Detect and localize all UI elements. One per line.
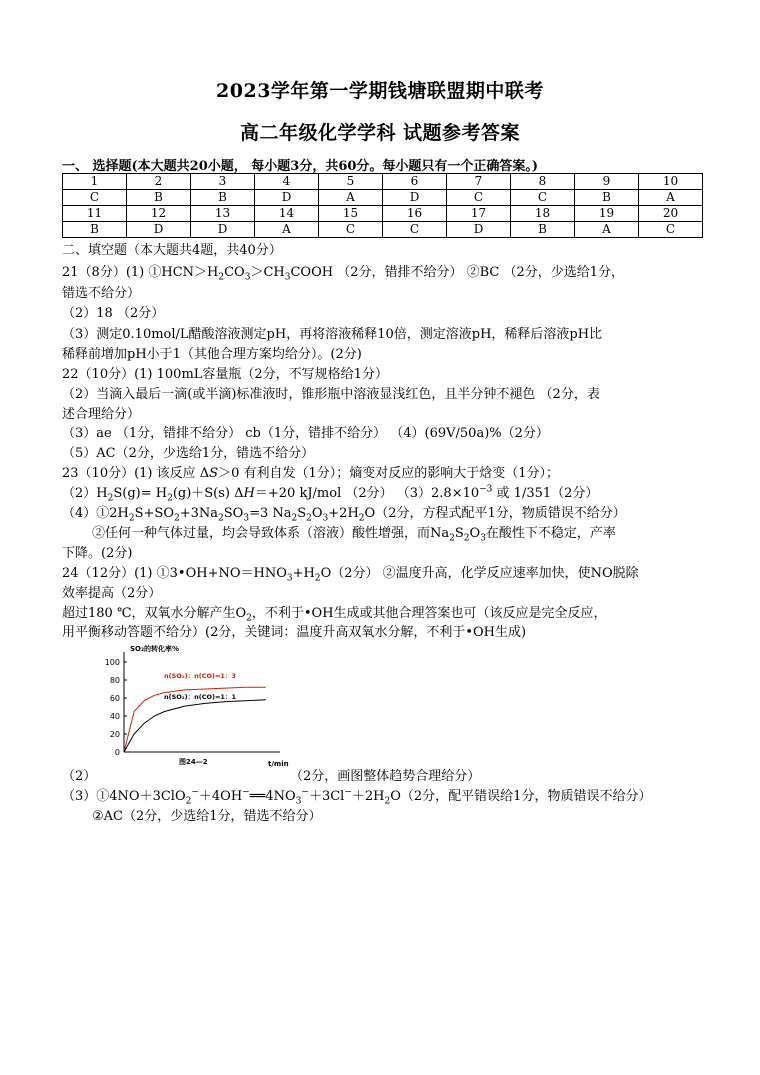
q21-line3: （2）18 （2分） [62,306,165,321]
question-number-cell: 8 [511,174,575,190]
answer-cell: D [383,190,447,206]
question-number-cell: 20 [639,206,703,222]
question-number-cell: 16 [383,206,447,222]
question-number-cell: 4 [255,174,319,190]
question-number-row [63,174,703,190]
y-tick-label: 100 [104,658,120,667]
question-number-cell: 19 [575,206,639,222]
answer-row [63,222,703,238]
y-tick-label: 40 [109,712,120,721]
series-label: n(SO₂)：n(CO)=1：1 [164,693,236,701]
answer-cell: C [447,190,511,206]
answer-cell: C [639,222,703,238]
answer-cell: D [255,190,319,206]
q24-line1: 24（12分）(1) $①3•OH+NO=HNO_3+H_2O(2$分） ②温度升高，化学反应速率加快，使NO脱除 [62,566,639,584]
q22-line2: （2）当滴入最后一滴(或半滴)标准液时，锥形瓶中溶液显浅红色，且半分钟不褪色 （2分，表 [62,387,600,402]
question-number-cell: 9 [575,174,639,190]
section2-heading: 二、填空题（本大题共4题，共40分） [62,243,282,258]
q24-line5a: （2） [62,769,97,784]
x-axis-label: t/min [268,760,289,768]
question-number-row [63,206,703,222]
q23-line2: $(2)H_2S(g)= H_2(g)+S(s)$ ΔH＝+20 kJ/mol （2分） $(3)2.8\times 10^{-3}$ 或 1/351（2分） [62,484,599,504]
q23-line5: 下降。(2分) [62,546,133,561]
page-title: 2023学年第一学期钱塘联盟期中联考 [216,80,544,102]
answer-cell: A [575,222,639,238]
answer-cell: C [63,190,127,206]
answer-cell: A [319,190,383,206]
section1-heading: 一、 选择题(本大题共20小题， 每小题3分，共60分。每小题只有一个正确答案。) [62,159,539,174]
q22-line4: （3）ae （1分，错排不给分） cb（1分，错排不给分） （4）(69V/50a)%（2分） [62,426,549,441]
answer-cell: B [63,222,127,238]
chart-caption: 图24—2 [179,758,208,766]
answer-table [62,173,703,238]
question-number-cell: 18 [511,206,575,222]
q21-line1: 21（8分）(1) $①HCN>H_2CO_3>CH_3COOH$ （2分，错排不给分） ②BC （2分，少选给1分， [62,265,625,283]
answer-cell: D [191,222,255,238]
answer-cell: D [447,222,511,238]
answer-cell: A [255,222,319,238]
question-number-cell: 6 [383,174,447,190]
q23-line4: ②任何一种气体过量，均会导致体系（溶液）酸性增强，而$Na_2S_2O_3$在酸性下不稳定，产率 [92,526,616,544]
answer-row [63,190,703,206]
q24-line6: $(3)①4NO+3ClO_2^-+4OH^-══4NO_3^-+3Cl^-+2H_2O(2$分，配平错误给1分，物质错误不给分） [62,787,652,807]
y-tick-label: 60 [109,694,120,703]
y-tick-label: 0 [114,748,120,757]
question-number-cell: 13 [191,206,255,222]
question-number-cell: 12 [127,206,191,222]
answer-cell: A [639,190,703,206]
question-number-cell: 17 [447,206,511,222]
series-line [124,700,266,752]
answer-cell: B [127,190,191,206]
question-number-cell: 2 [127,174,191,190]
question-number-cell: 14 [255,206,319,222]
q23-line1: 23（10分）(1) 该反应 ΔS＞0 有利自发（1分）；熵变对反应的影响大于焓变（1分）； [62,466,560,481]
question-number-cell: 7 [447,174,511,190]
answer-cell: D [127,222,191,238]
q22-line3: 述合理给分） [62,407,141,422]
q22-line5: （5）AC（2分，少选给1分，错选不给分） [62,446,315,461]
q21-line2: 错选不给分） [62,286,141,301]
q24-line5b: （2分，画图整体趋势合理给分） [290,769,481,784]
q21-line5: 稀释前增加pH小于1（其他合理方案均给分）。(2分) [62,347,362,362]
q23-line3: $(4)①2H_2S+SO_2+3Na_2SO_3=3$ $Na_2S_2O_3+2H_2O(2$分，方程式配平1分，物质错误不给分） [62,506,626,524]
question-number-cell: 5 [319,174,383,190]
page-subtitle: 高二年级化学学科 试题参考答案 [239,122,521,144]
y-tick-label: 20 [109,730,120,739]
answer-cell: C [511,190,575,206]
y-axis-label: SO₂的转化率% [130,645,180,653]
q21-line4: （3）测定0.10mol/L醋酸溶液测定pH，再将溶液稀释10倍，测定溶液pH，稀释后溶液pH比 [62,327,603,342]
q24-line7: ②AC（2分，少选给1分，错选不给分） [92,809,322,824]
question-number-cell: 1 [63,174,127,190]
answer-cell: B [511,222,575,238]
question-number-cell: 3 [191,174,255,190]
q24-line3: 超过180 ℃，双氧水分解产生$O_2$，不利于•OH生成或其他合理答案也可（该反应是完全反应， [62,606,607,624]
answer-cell: B [575,190,639,206]
conversion-rate-chart [96,642,289,772]
answer-cell: B [191,190,255,206]
q24-line2: 效率提高（2分） [62,586,162,601]
answer-cell: C [319,222,383,238]
question-number-cell: 11 [63,206,127,222]
answer-cell: C [383,222,447,238]
q22-line1: 22（10分）(1) 100mL容量瓶（2分，不写规格给1分） [62,367,388,382]
question-number-cell: 10 [639,174,703,190]
q24-line4: 用平衡移动答题不给分）(2分，关键词：温度升高双氧水分解，不利于•OH生成) [62,625,527,640]
series-label: n(SO₂)：n(CO)=1：3 [164,672,236,680]
y-tick-label: 80 [109,676,120,685]
question-number-cell: 15 [319,206,383,222]
